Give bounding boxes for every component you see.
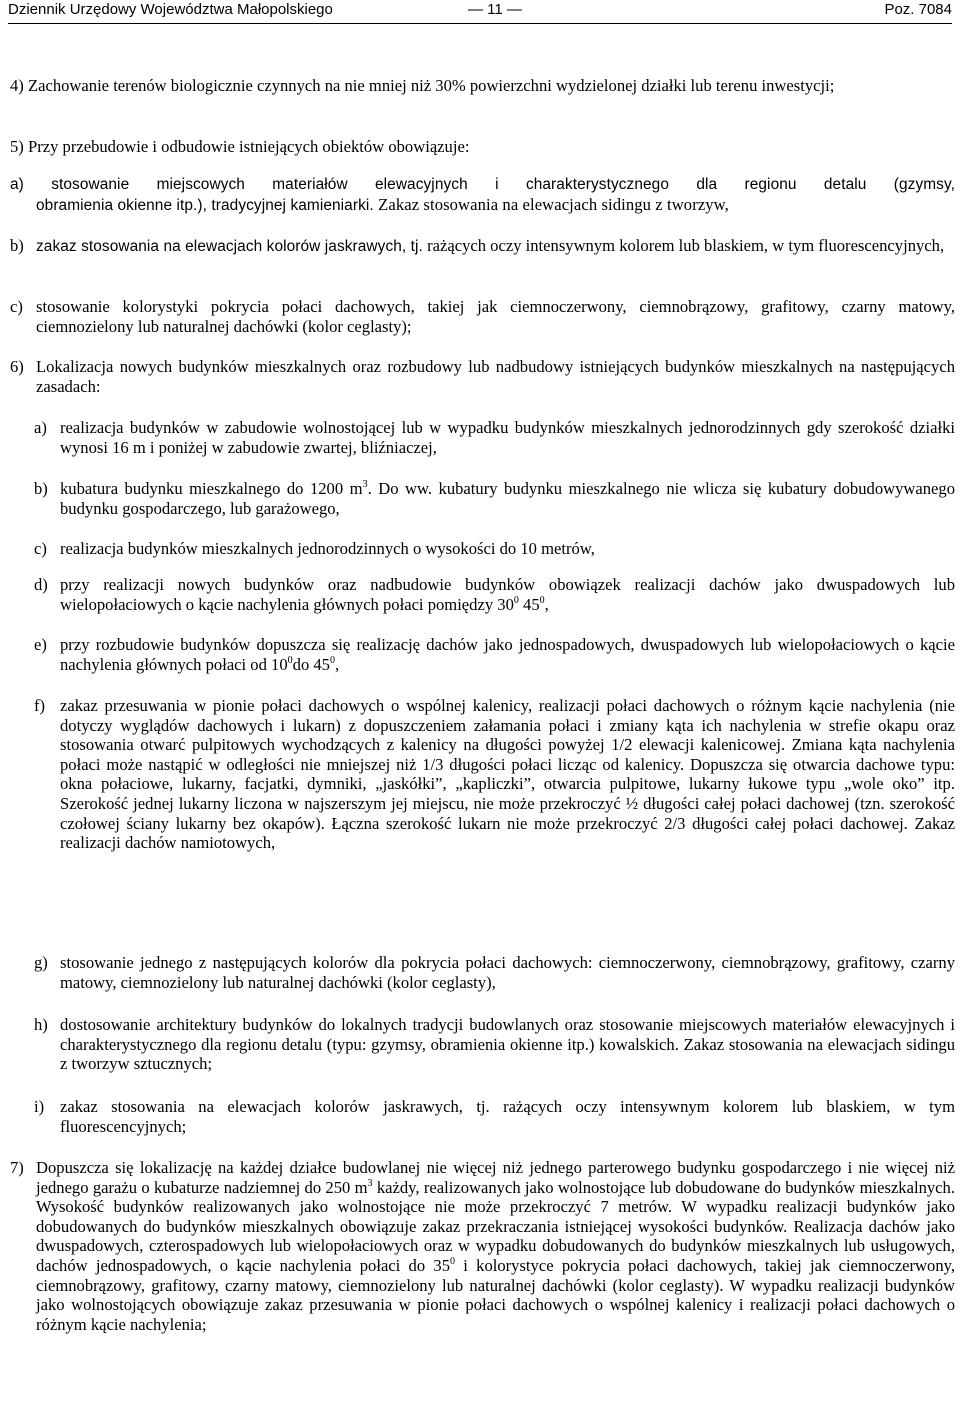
item-6c: [34, 539, 955, 559]
item-6b-text: [60, 479, 955, 518]
item-6i: [34, 1097, 955, 1136]
item-6d: [34, 575, 955, 614]
item-6e-text-b: do 45: [292, 654, 330, 674]
item-6b-label: b): [34, 479, 48, 498]
item-5b-text: [36, 236, 955, 257]
item-5a-line2-serif: Zakaz stosowania na elewacjach sidingu z tworzyw,: [378, 194, 729, 214]
item-6e-sup2: 0: [329, 654, 335, 666]
item-6d-text: [60, 575, 955, 614]
item-6f-text: zakaz przesuwania w pionie połaci dachowych o wspólnej kalenicy, realizacji połaci dachowych o różnym kącie nachylenia (nie dotyczy wyglądów dachowych i lukarn) z dopuszczeniem załamania połaci i zmiany kąta ich nachylenia w strefie okapu oraz stosowania otwarć pulpitowych wychodzących z kalenicy na długości powyżej 1/2 elewacji kalenicowej. Zmiana kąta nachylenia połaci może nastąpić w odległości nie mniejszej niż 1/3 długości połaci licząc od kalenicy. Dopuszcza się otwarcia dachowe typu: okna połaciowe, lukarny, facjatki, dymniki, „jaskółki”, „kapliczki”, otwarcia pulpitowe, lukarny łukowe typu „wole oko” itp. Szerokość jednej lukarny liczona w najszerszym jej miejscu, nie może przekroczyć ½ długości całej połaci dachowej (tzn. szerokość czołowej ściany lukarny bez okapów). Łączna szerokość lukarn nie może przekroczyć 2/3 długości całej połaci dachowej. Zakaz realizacji dachów namiotowych,: [60, 696, 955, 853]
item-5a: [10, 175, 955, 215]
item-6g-text: stosowanie jednego z następujących kolorów dla pokrycia połaci dachowych: ciemnoczerwony, ciemnobrązowy, grafitowy, czarny matowy, ciemnozielony lub naturalnej dachówki (kolor ceglasty),: [60, 953, 955, 992]
item-6e-text: [60, 635, 955, 674]
item-6e: [34, 635, 955, 674]
item-6h-text: dostosowanie architektury budynków do lokalnych tradycji budowlanych oraz stosowanie miejscowych materiałów elewacyjnych i charakterystycznego dla regionu detalu (typu: gzymsy, obramienia okienne itp.) kowalskich. Zakaz stosowania na elewacjach sidingu z tworzyw sztucznych;: [60, 1015, 955, 1074]
item-4: 4) Zachowanie terenów biologicznie czynnych na nie mniej niż 30% powierzchni wydzielonej działki lub terenu inwestycji;: [10, 76, 835, 95]
item-7-text-c: i kolorystyce pokrycia połaci dachowych, takiej jak ciemnoczerwony, ciemnobrązowy, grafitowy, czarny matowy, ciemnozielony lub naturalnej dachówki (kolor ceglasty). W wypadku realizacji budynków jako wolnostojących obowiązuje zakaz przesuwania w pionie połaci dachowych o wspólnej kalenicy i realizacji połaci dachowych o różnym kącie nachylenia;: [36, 1255, 955, 1334]
item-7-sup2: 0: [450, 1255, 456, 1267]
item-6a-text: realizacja budynków w zabudowie wolnostojącej lub w wypadku budynków mieszkalnych jednorodzinnych gdy szerokość działki wynosi 16 m i poniżej w zabudowie zwartej, bliźniaczej,: [60, 418, 955, 457]
item-6a: [34, 418, 955, 457]
item-6b-text-a: kubatura budynku mieszkalnego do 1200 m: [60, 479, 363, 498]
item-5a-line2: [10, 195, 955, 216]
item-5a-line2-sans: obramienia okienne itp.), tradycyjnej kamieniarki.: [36, 196, 374, 214]
item-6-text: Lokalizacja nowych budynków mieszkalnych oraz rozbudowy lub nadbudowy istniejących budynków mieszkalnych na następujących zasadach:: [36, 357, 955, 396]
item-6e-text-c: ,: [334, 654, 340, 674]
item-6b-sup: 3: [362, 479, 368, 490]
item-6d-label: d): [34, 575, 48, 594]
item-6e-text-a: przy rozbudowie budynków dopuszcza się realizację dachów jako jednospadowych, dwuspadowych lub wielopołaciowych o kącie nachylenia głównych połaci od 10: [60, 635, 955, 674]
item-6h: [34, 1015, 955, 1074]
item-5b-text-serif: rażących oczy intensywnym kolorem lub blaskiem, w tym fluorescencyjnych,: [427, 236, 945, 255]
item-6a-label: a): [34, 418, 47, 437]
item-6d-sup1: 0: [513, 594, 519, 606]
item-6d-text-b: 45: [518, 594, 540, 614]
item-7: [10, 1158, 955, 1334]
item-6f-label: f): [34, 696, 46, 715]
page-header: [8, 0, 952, 20]
item-6c-label: c): [34, 539, 47, 558]
item-7-text-a: Dopuszcza się lokalizację na każdej działce budowlanej nie więcej niż jednego parterowego budynku gospodarczego i nie więcej niż jednego garażu o kubaturze nadziemnej do 250 m: [36, 1158, 955, 1197]
item-6b: [34, 479, 955, 518]
item-6d-text-c: ,: [544, 594, 549, 614]
item-6b-text-b: . Do ww. kubatury budynku mieszkalnego nie wlicza się kubatury dobudowywanego budynku gospodarczego, lub garażowego,: [60, 479, 955, 518]
page-number: — 11 —: [468, 1, 522, 18]
item-5b: [10, 236, 955, 257]
item-7-text: [36, 1158, 955, 1334]
item-6c-text: realizacja budynków mieszkalnych jednorodzinnych o wysokości do 10 metrów,: [60, 539, 595, 558]
item-6i-label: i): [34, 1097, 45, 1116]
item-5: 5) Przy przebudowie i odbudowie istniejących obiektów obowiązuje:: [10, 137, 470, 156]
item-5b-text-sans: zakaz stosowania na elewacjach kolorów jaskrawych, tj.: [36, 238, 423, 255]
item-6i-text: zakaz stosowania na elewacjach kolorów jaskrawych, tj. rażących oczy intensywnym kolorem lub blaskiem, w tym fluorescencyjnych;: [60, 1097, 955, 1136]
item-6d-sup2: 0: [539, 594, 545, 606]
item-6e-label: e): [34, 635, 47, 654]
item-5c: [10, 297, 955, 336]
item-7-sup1: 3: [367, 1177, 373, 1189]
item-5c-label: c): [10, 297, 23, 316]
item-5c-text: stosowanie kolorystyki pokrycia połaci dachowych, takiej jak ciemnoczerwony, ciemnobrązowy, grafitowy, czarny matowy, ciemnozielony lub naturalnej dachówki (kolor ceglasty);: [36, 297, 955, 336]
item-6f: [34, 696, 955, 853]
item-6h-label: h): [34, 1015, 48, 1034]
position-number: Poz. 7084: [884, 1, 952, 18]
item-6g-label: g): [34, 953, 48, 972]
item-6: [10, 357, 955, 396]
item-6-label: 6): [10, 357, 24, 376]
item-6g: [34, 953, 955, 992]
item-7-label: 7): [10, 1158, 24, 1177]
item-5a-line1: a) stosowanie miejscowych materiałów elewacyjnych i charakterystycznego dla regionu detalu (gzymsy,: [10, 176, 955, 193]
item-7-text-b: każdy, realizowanych jako wolnostojące lub dobudowane do budynków mieszkalnych. Wysokość budynków realizowanych jako wolnostojące nie może przekroczyć 7 metrów. W wypadku realizacji budynków jako dobudowanych do budynków mieszkalnych obowiązuje zakaz przekraczania istniejącej wysokości budynków. Realizacja dachów jako dwuspadowych, czterospadowych lub wielopołaciowych oraz w wypadku dobudowanych do budynków mieszkalnych lub usługowych, dachów jednospadowych, o kącie nachylenia połaci do 35: [36, 1177, 955, 1275]
item-5b-label: b): [10, 236, 24, 255]
item-6d-text-a: przy realizacji nowych budynków oraz nadbudowie budynków obowiązek realizacji dachów jako dwuspadowych lub wielopołaciowych o kącie nachylenia głównych połaci pomiędzy 30: [60, 575, 955, 614]
item-6e-sup1: 0: [287, 654, 293, 666]
journal-title: Dziennik Urzędowy Województwa Małopolskiego: [8, 1, 333, 18]
header-rule: [8, 23, 952, 24]
